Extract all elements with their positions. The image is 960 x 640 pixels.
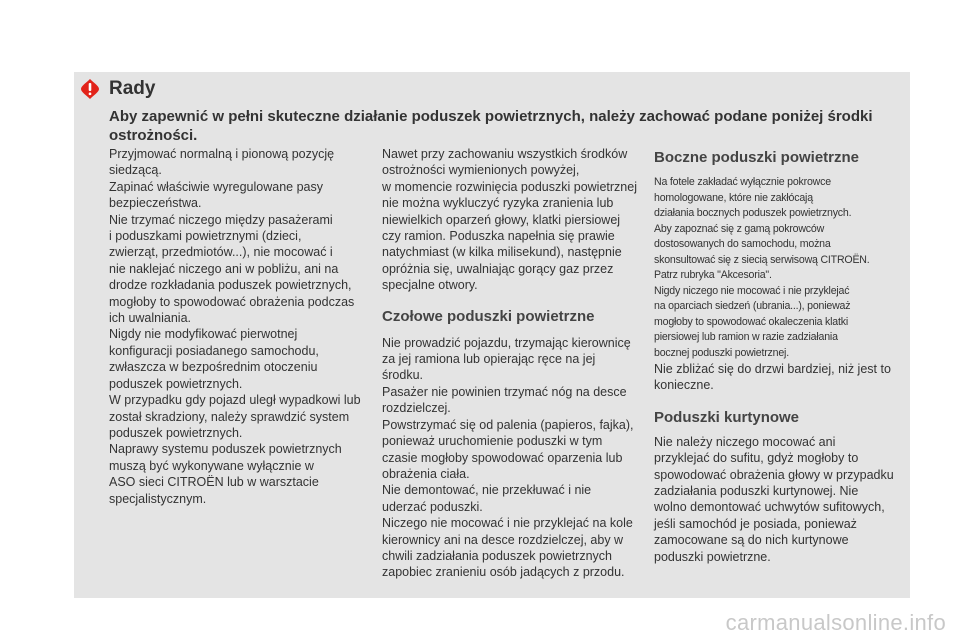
side-airbags-heading: Boczne poduszki powietrzne (654, 149, 860, 166)
page-title: Rady (109, 78, 156, 99)
side-airbags-small-text: Na fotele zakładać wyłącznie pokrowce homologowane, które nie zakłócają działania bocznych poduszek powietrznych. Aby zapoznać się z gamą pokrowców dostosowanych do samochodu, można skonsultować się z siecią serwisową CITROËN. Patrz rubryka "Akcesoria". Nigdy niczego nie mocować i nie przyklejać na oparciach siedzeń (ubrania...), ponieważ mogłoby to spowodować okaleczenia klatki piersiowej lub ramion w razie zadziałania bocznej poduszki powietrznej. (654, 176, 870, 359)
page-subtitle: Aby zapewnić w pełni skuteczne działanie poduszek powietrznych, należy zachować podane poniżej środki ostrożności. (109, 108, 873, 144)
watermark: carmanualsonline.info (725, 610, 946, 635)
curtain-airbags-heading: Poduszki kurtynowe (654, 408, 800, 426)
warning-icon (79, 78, 101, 100)
column-side-curtain-airbags (654, 146, 904, 565)
side-airbags-door-text: Nie zbliżać się do drzwi bardziej, niż jest to konieczne. (654, 362, 891, 393)
curtain-airbags-text: Nie należy niczego mocować ani przyklejać do sufitu, gdyż mogłoby to spowodować obrażenia głowy w przypadku zadziałania poduszki kurtynowej. Nie wolno demontować uchwytów sufitowych, jeśli samochód je posiada, ponieważ zamocowane są do nich kurtynowe poduszki powietrzne. (654, 434, 894, 564)
general-advice-text: Przyjmować normalną i pionową pozycję siedzącą. Zapinać właściwie wyregulowane pasy bezpieczeństwa. Nie trzymać niczego między pasażerami i poduszkami powietrznymi (dzieci, zwierząt, przedmiotów...), nie mocować i nie naklejać niczego ani w pobliżu, ani na drodze rozkładania poduszek powietrznych, mogłoby to spowodować obrażenia podczas ich uwalniania. Nigdy nie modyfikować pierwotnej konfiguracji posiadanego samochodu, zwłaszcza w bezpośrednim otoczeniu poduszek powietrznych. W przypadku gdy pojazd uległ wypadkowi lub został skradziony, należy sprawdzić system poduszek powietrznych. Naprawy systemu poduszek powietrznych muszą być wykonywane wyłącznie w ASO sieci CITROËN lub w warsztacie specjalistycznym. (109, 147, 361, 506)
column-front-airbags (382, 146, 648, 581)
front-airbags-heading: Czołowe poduszki powietrzne (382, 307, 595, 325)
injury-risk-text: Nawet przy zachowaniu wszystkich środków ostrożności wymienionych powyżej, w momencie rozwinięcia poduszki powietrznej nie można wykluczyć ryzyka zranienia lub niewielkich oparzeń głowy, klatki piersiowej czy ramion. Poduszka napełnia się prawie natychmiast (w kilka milisekund), następnie opróżnia się, uwalniając gorący gaz przez specjalne otwory. (382, 147, 637, 293)
column-general-advice (109, 146, 374, 507)
front-airbags-text: Nie prowadzić pojazdu, trzymając kierownicę za jej ramiona lub opierając ręce na jej środku. Pasażer nie powinien trzymać nóg na desce rozdzielczej. Powstrzymać się od palenia (papieros, fajka), ponieważ uruchomienie poduszki w tym czasie mogłoby spowodować oparzenia lub obrażenia ciała. Nie demontować, nie przekłuwać i nie uderzać poduszki. Niczego nie mocować i nie przyklejać na kole kierownicy ani na desce rozdzielczej, aby w chwili zadziałania poduszek powietrznych zapobiec zranieniu osób jadących z przodu. (382, 335, 634, 580)
